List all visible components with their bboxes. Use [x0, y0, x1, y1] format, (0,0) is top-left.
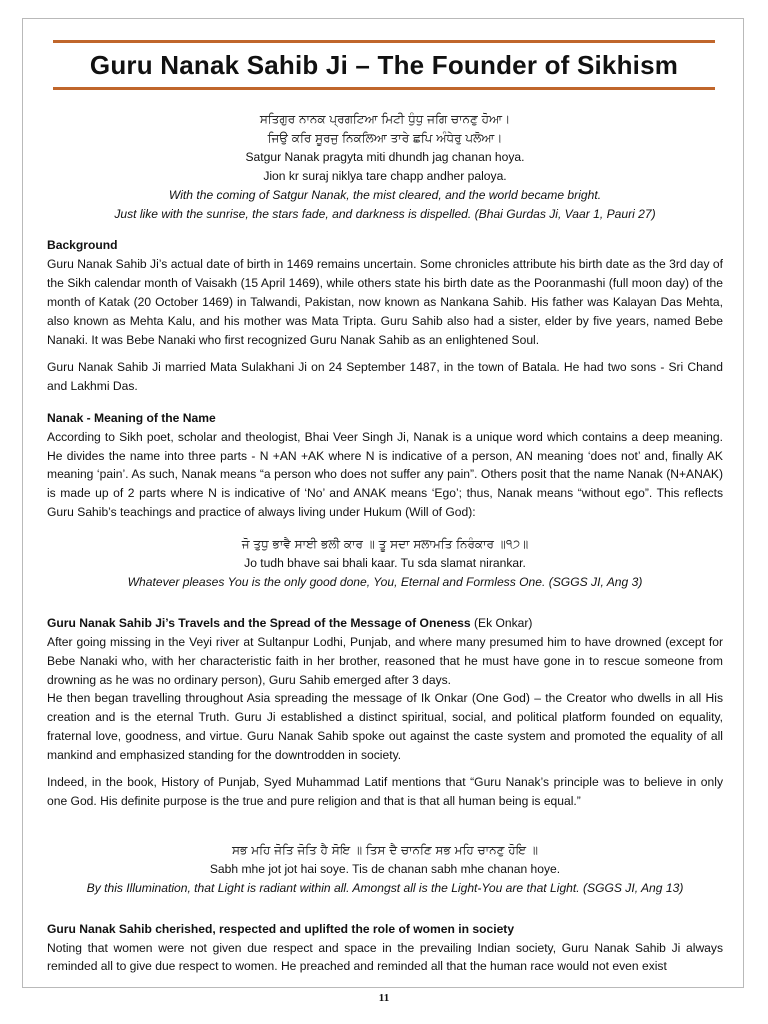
travels-heading-text: Guru Nanak Sahib Ji’s Travels and the Spread of the Message of Oneness — [47, 615, 471, 630]
verse-transliteration: Jion kr suraj niklya tare chapp andher paloya. — [263, 168, 507, 183]
travels-heading-suffix: (Ek Onkar) — [470, 615, 533, 630]
opening-verse — [47, 110, 723, 223]
title-block — [33, 40, 735, 90]
meaning-paragraph: According to Sikh poet, scholar and theologist, Bhai Veer Singh Ji, Nanak is a unique word which contains a deep meaning. He divides the name into three parts - N +AN +AK where N is indicative of a person, AN meaning ‘does not’ and, finally AK meaning ‘pain’. As such, Nanak means “a person who does not suffer any pain”. Others posit that the name Nanak (N+ANAK) is made up of 2 parts where N is indicative of ‘No’ and ANAK means ‘Ego’; thus, Nanak means “without ego”. This reflects Guru Sahib’s teachings and practice of always living under Hukum (Will of God): — [47, 429, 723, 520]
hukum-verse — [47, 535, 723, 592]
section-heading-background: Background — [47, 238, 118, 253]
light-verse — [47, 841, 723, 898]
verse-translation: Whatever pleases You is the only good done, You, Eternal and Formless One. (SGGS JI, Ang 3) — [127, 574, 643, 589]
verse-translation: By this Illumination, that Light is radiant within all. Amongst all is the Light-You are that Light. (SGGS JI, Ang 13) — [86, 880, 684, 895]
verse-transliteration: Satgur Nanak pragyta miti dhundh jag chanan hoya. — [245, 149, 525, 164]
section-heading-meaning: Nanak - Meaning of the Name — [47, 410, 216, 425]
verse-gurmukhi-line: ਜੋ ਤੁਧੁ ਭਾਵੈ ਸਾਈ ਭਲੀ ਕਾਰ ॥ ਤੂ ਸਦਾ ਸਲਾਮਤਿ ਨਿਰੰਕਾਰ ॥੧੭॥ — [241, 537, 529, 552]
verse-translation: Just like with the sunrise, the stars fade, and darkness is dispelled. (Bhai Gurdas Ji, Vaar 1, Pauri 27) — [114, 206, 656, 221]
verse-transliteration: Jo tudh bhave sai bhali kaar. Tu sda slamat nirankar. — [244, 556, 526, 571]
title-bottom-rule — [53, 87, 715, 90]
background-paragraph: Guru Nanak Sahib Ji’s actual date of birth in 1469 remains uncertain. Some chronicles attribute his birth date as the 3rd day of the Sikh calendar month of Vaisakh (15 April 1469), while others state his birth date as the Pooranmashi (full moon day) of the month of Katak (20 October 1469) in Talwandi, Pakistan, now known as Nankana Sahib. His father was Kalayan Das Mehta, also known as Mehta Kalu, and his mother was Mata Tripta. Guru Sahib also had a sister, elder by five years, named Bebe Nanaki. It was Bebe Nanaki who first recognized Guru Nanak Sahib as an enlightened Soul. — [47, 257, 723, 347]
title-top-rule — [53, 40, 715, 43]
document-body — [47, 110, 723, 976]
section-heading-travels — [47, 614, 723, 633]
verse-gurmukhi-line: ਸਭ ਮਹਿ ਜੋਤਿ ਜੋਤਿ ਹੈ ਸੋਇ ॥ ਤਿਸ ਦੈ ਚਾਨਣਿ ਸਭ ਮਹਿ ਚਾਨਣੁ ਹੋਇ ॥ — [232, 842, 538, 857]
section-heading-women: Guru Nanak Sahib cherished, respected and uplifted the role of women in society — [47, 921, 515, 936]
verse-gurmukhi-line: ਜਿਉ ਕਰਿ ਸੂਰਜੁ ਨਿਕਲਿਆ ਤਾਰੇ ਛਪਿ ਅੰਧੇਰੁ ਪਲੋਆ। — [267, 130, 503, 145]
verse-translation: With the coming of Satgur Nanak, the mist cleared, and the world became bright. — [168, 187, 602, 202]
travels-paragraph: He then began travelling throughout Asia spreading the message of Ik Onkar (One God) – the Creator who dwells in all His creation and is the eternal Truth. Guru Ji established a distinct spiritual, social, and political platform founded on equality, fraternal love, goodness, and virtue. Guru Nanak Sahib spoke out against the caste system and promoted the equality of all mankind and emphasized standing for the downtrodden in society. — [47, 691, 723, 763]
women-paragraph: Noting that women were not given due respect and space in the prevailing Indian society, Guru Nanak Sahib Ji always reminded all to give due respect to women. He preached and reminded all that the human race would not even exist — [47, 940, 723, 974]
marriage-paragraph: Guru Nanak Sahib Ji married Mata Sulakhani Ji on 24 September 1487, in the town of Batala. He had two sons - Sri Chand and Lakhmi Das. — [47, 359, 723, 393]
page-title: Guru Nanak Sahib Ji – The Founder of Sikhism — [89, 50, 679, 80]
page-number: 11 — [378, 992, 390, 1004]
latif-quote-paragraph: Indeed, in the book, History of Punjab, Syed Muhammad Latif mentions that “Guru Nanak’s principle was to believe in only one God. His definite purpose is the true and pure religion and that is that all human being is equal.” — [47, 775, 723, 808]
travels-paragraph: After going missing in the Veyi river at Sultanpur Lodhi, Punjab, and where many presumed him to have drowned (except for Bebe Nanaki who, with her characteristic faith in her brother, reasoned that he must have gone in to rescue someone from drowning as he was no ordinary person), Guru Sahib emerged after 3 days. — [47, 634, 723, 687]
verse-gurmukhi-line: ਸਤਿਗੁਰ ਨਾਨਕ ਪ੍ਰਗਟਿਆ ਮਿਟੀ ਧੁੰਧੁ ਜਗਿ ਚਾਨਣੁ ਹੋਆ। — [259, 112, 511, 126]
verse-transliteration: Sabh mhe jot jot hai soye. Tis de chanan sabh mhe chanan hoye. — [209, 861, 561, 876]
